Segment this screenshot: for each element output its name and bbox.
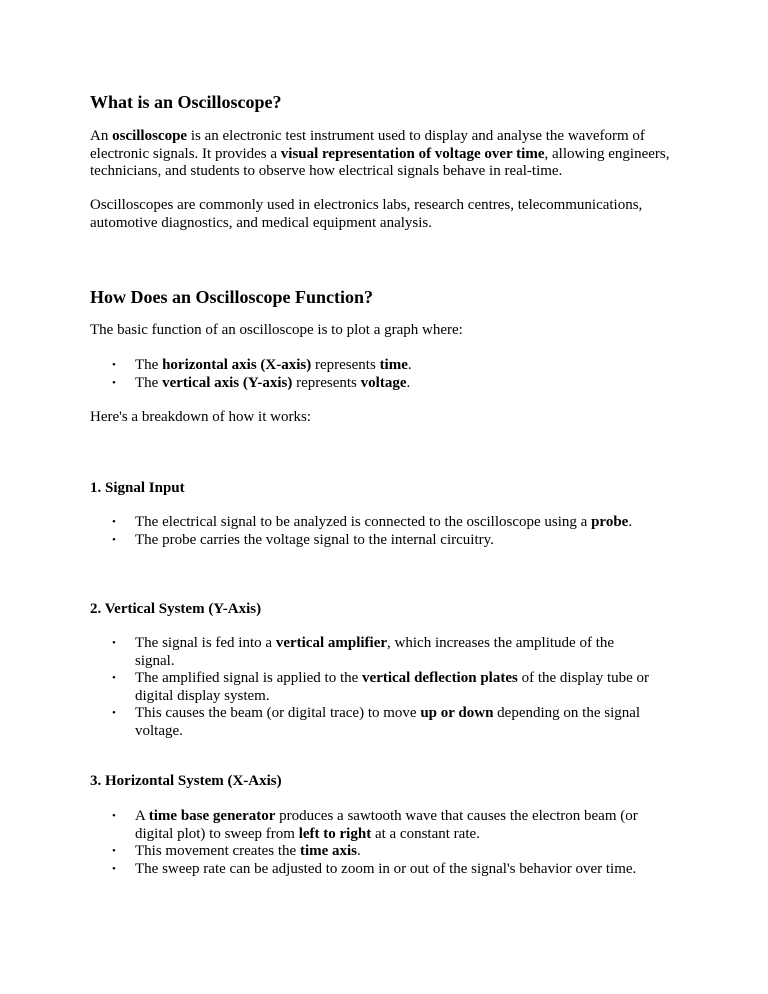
paragraph-usage: Oscilloscopes are commonly used in electronics labs, research centres, telecommunications, automotive diagnostics, and medical equipment analysis. bbox=[90, 197, 643, 231]
list-item: • This causes the beam (or digital trace) to move up or down depending on the signal voltage. bbox=[112, 705, 641, 739]
list-item: • The electrical signal to be analyzed is connected to the oscilloscope using a probe. bbox=[112, 514, 633, 530]
list-item: • This movement creates the time axis. bbox=[112, 843, 361, 859]
bullet-icon: • bbox=[112, 672, 116, 684]
list-vertical-system bbox=[90, 635, 690, 740]
list-item: • The vertical axis (Y-axis) represents voltage. bbox=[112, 374, 411, 391]
paragraph-basic-function: The basic function of an oscilloscope is to plot a graph where: bbox=[90, 322, 463, 338]
bullet-icon: • bbox=[112, 810, 116, 822]
bullet-icon: • bbox=[112, 533, 116, 546]
paragraph-breakdown: Here's a breakdown of how it works: bbox=[90, 409, 311, 425]
bullet-icon: • bbox=[112, 862, 116, 875]
list-item: • The sweep rate can be adjusted to zoom in or out of the signal's behavior over time. bbox=[112, 860, 637, 877]
bullet-icon: • bbox=[112, 707, 116, 719]
list-signal-input bbox=[90, 514, 690, 549]
heading-how-it-functions: How Does an Oscilloscope Function? bbox=[90, 287, 374, 307]
list-item: • The signal is fed into a vertical amplifier, which increases the amplitude of the signal. bbox=[112, 635, 615, 669]
list-item: • The probe carries the voltage signal to the internal circuitry. bbox=[112, 531, 494, 548]
bullet-icon: • bbox=[112, 516, 116, 528]
heading-horizontal-system: 3. Horizontal System (X-Axis) bbox=[90, 773, 282, 789]
bullet-icon: • bbox=[112, 376, 116, 389]
list-item: • A time base generator produces a sawtooth wave that causes the electron beam (or digital plot) to sweep from left to right at a constant rate. bbox=[112, 808, 638, 842]
heading-what-is-oscilloscope: What is an Oscilloscope? bbox=[90, 92, 282, 112]
list-item: • The amplified signal is applied to the vertical deflection plates of the display tube or digital display system. bbox=[112, 670, 650, 704]
bullet-icon: • bbox=[112, 637, 116, 649]
heading-signal-input: 1. Signal Input bbox=[90, 480, 185, 496]
paragraph-definition: An oscilloscope is an electronic test instrument used to display and analyse the waveform of electronic signals. It provides a visual representation of voltage over time, allowing engineers, technicians, and students to observe how electrical signals behave in real-time. bbox=[90, 128, 670, 179]
list-item: • The horizontal axis (X-axis) represents time. bbox=[112, 357, 412, 373]
bullet-icon: • bbox=[112, 359, 116, 371]
heading-vertical-system: 2. Vertical System (Y-Axis) bbox=[90, 601, 262, 617]
list-horizontal-system bbox=[90, 808, 690, 878]
list-axes bbox=[90, 357, 690, 392]
bullet-icon: • bbox=[112, 845, 116, 857]
